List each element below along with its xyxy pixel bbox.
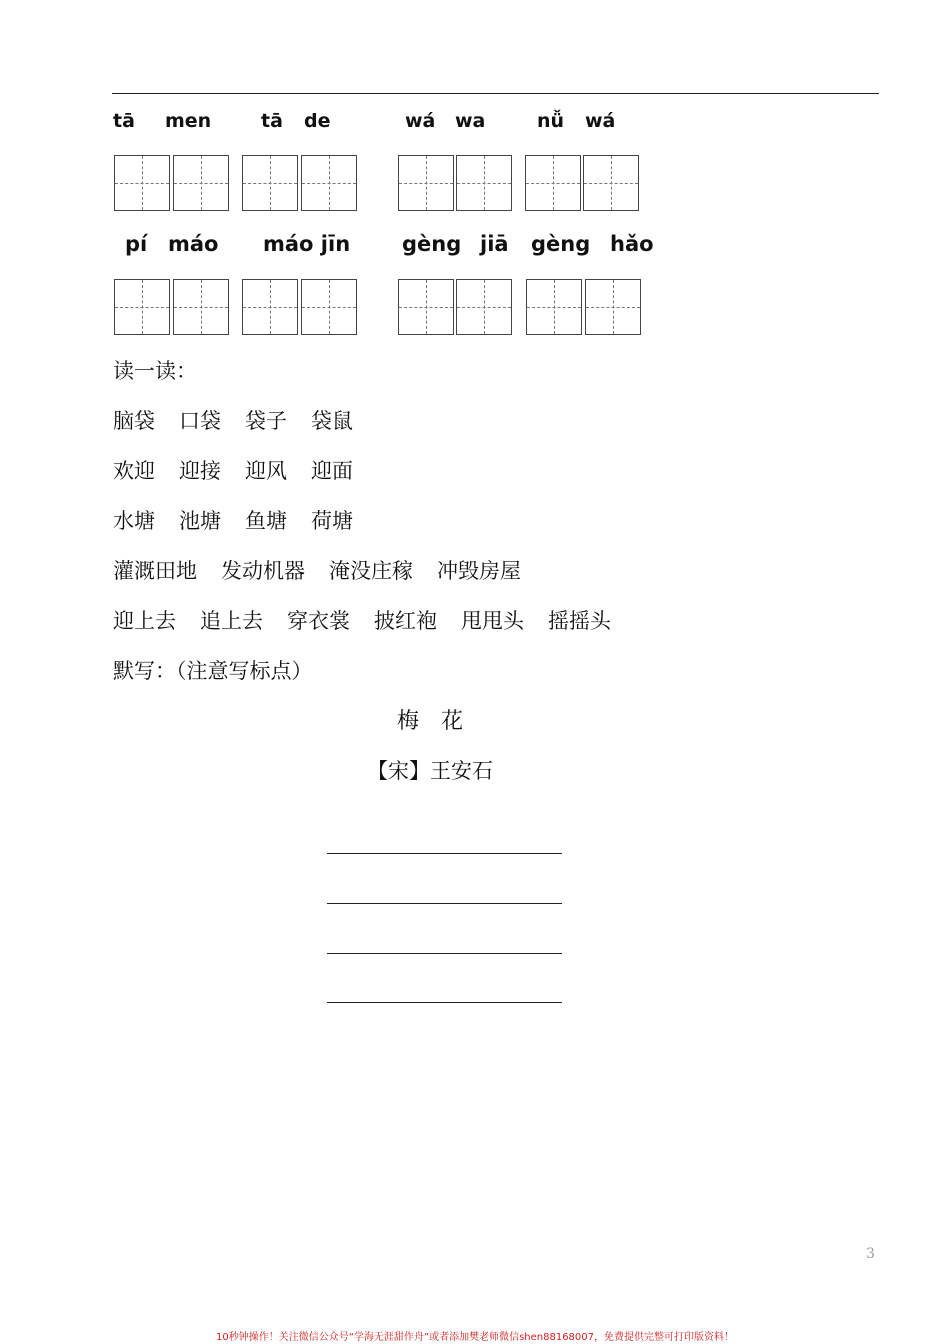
dictation-answer-line[interactable] — [327, 853, 562, 854]
writing-cell[interactable] — [242, 155, 298, 211]
read-heading: 读一读： — [113, 359, 197, 383]
writing-cell[interactable] — [173, 279, 229, 335]
poem-author: 【宋】王安石 — [367, 759, 493, 783]
read-line-5 — [113, 605, 611, 635]
word: 发动机器 — [221, 559, 305, 583]
word: 欢迎 — [113, 459, 155, 483]
writing-cell[interactable] — [301, 279, 357, 335]
pinyin-label: hǎo — [610, 232, 654, 256]
word: 水塘 — [113, 509, 155, 533]
pinyin-label: wá — [405, 110, 436, 132]
pinyin-label: men — [165, 110, 212, 132]
word: 披红袍 — [374, 609, 437, 633]
writing-cell[interactable] — [525, 155, 581, 211]
read-line-2 — [113, 455, 353, 485]
word: 灌溉田地 — [113, 559, 197, 583]
pinyin-label: tā — [261, 110, 283, 132]
writing-cell[interactable] — [114, 279, 170, 335]
dictation-answer-line[interactable] — [327, 903, 562, 904]
word: 摇摇头 — [548, 609, 611, 633]
poem-title-text: 梅 花 — [396, 709, 463, 734]
pinyin-label: nǚ — [537, 110, 565, 132]
word: 迎接 — [179, 459, 221, 483]
read-line-4 — [113, 555, 521, 585]
pinyin-label: pí — [125, 232, 148, 256]
word: 迎上去 — [113, 609, 176, 633]
pinyin-row-1 — [0, 110, 950, 140]
writing-cell[interactable] — [456, 155, 512, 211]
footer-note: 10秒钟操作！关注微信公众号“学海无涯甜作舟”或者添加樊老师微信shen88168007，免费提供完整可打印版资料！ — [215, 1332, 735, 1343]
poem-title — [0, 704, 860, 735]
word: 迎面 — [311, 459, 353, 483]
pinyin-label: wá — [585, 110, 616, 132]
word: 冲毁房屋 — [437, 559, 521, 583]
writing-cell[interactable] — [526, 279, 582, 335]
word: 袋鼠 — [311, 409, 353, 433]
pinyin-row-2 — [0, 232, 950, 262]
pinyin-label: gèng — [531, 232, 591, 256]
word: 袋子 — [245, 409, 287, 433]
writing-cell[interactable] — [398, 279, 454, 335]
read-line-1 — [113, 405, 353, 435]
pinyin-label: de — [304, 110, 331, 132]
word: 追上去 — [200, 609, 263, 633]
pinyin-label: máo jīn — [263, 232, 351, 256]
writing-cell[interactable] — [398, 155, 454, 211]
dictation-answer-line[interactable] — [327, 953, 562, 954]
writing-cell[interactable] — [583, 155, 639, 211]
writing-cell[interactable] — [114, 155, 170, 211]
word: 脑袋 — [113, 409, 155, 433]
word: 迎风 — [245, 459, 287, 483]
word: 口袋 — [179, 409, 221, 433]
writing-cell[interactable] — [173, 155, 229, 211]
page-number: 3 — [866, 1246, 875, 1262]
read-line-3 — [113, 505, 353, 535]
word: 淹没庄稼 — [329, 559, 413, 583]
word: 甩甩头 — [461, 609, 524, 633]
word: 荷塘 — [311, 509, 353, 533]
pinyin-label: máo — [168, 232, 219, 256]
top-rule — [112, 93, 879, 94]
word: 池塘 — [179, 509, 221, 533]
writing-grid-row-1 — [0, 155, 950, 215]
pinyin-label: gèng — [402, 232, 462, 256]
pinyin-label: jiā — [480, 232, 509, 256]
pinyin-label: tā — [113, 110, 135, 132]
dictation-answer-line[interactable] — [327, 1002, 562, 1003]
word: 鱼塘 — [245, 509, 287, 533]
writing-cell[interactable] — [301, 155, 357, 211]
writing-cell[interactable] — [456, 279, 512, 335]
writing-cell[interactable] — [242, 279, 298, 335]
writing-cell[interactable] — [585, 279, 641, 335]
writing-grid-row-2 — [0, 279, 950, 339]
pinyin-label: wa — [455, 110, 486, 132]
word: 穿衣裳 — [287, 609, 350, 633]
dictation-heading: 默写：（注意写标点） — [113, 659, 313, 683]
